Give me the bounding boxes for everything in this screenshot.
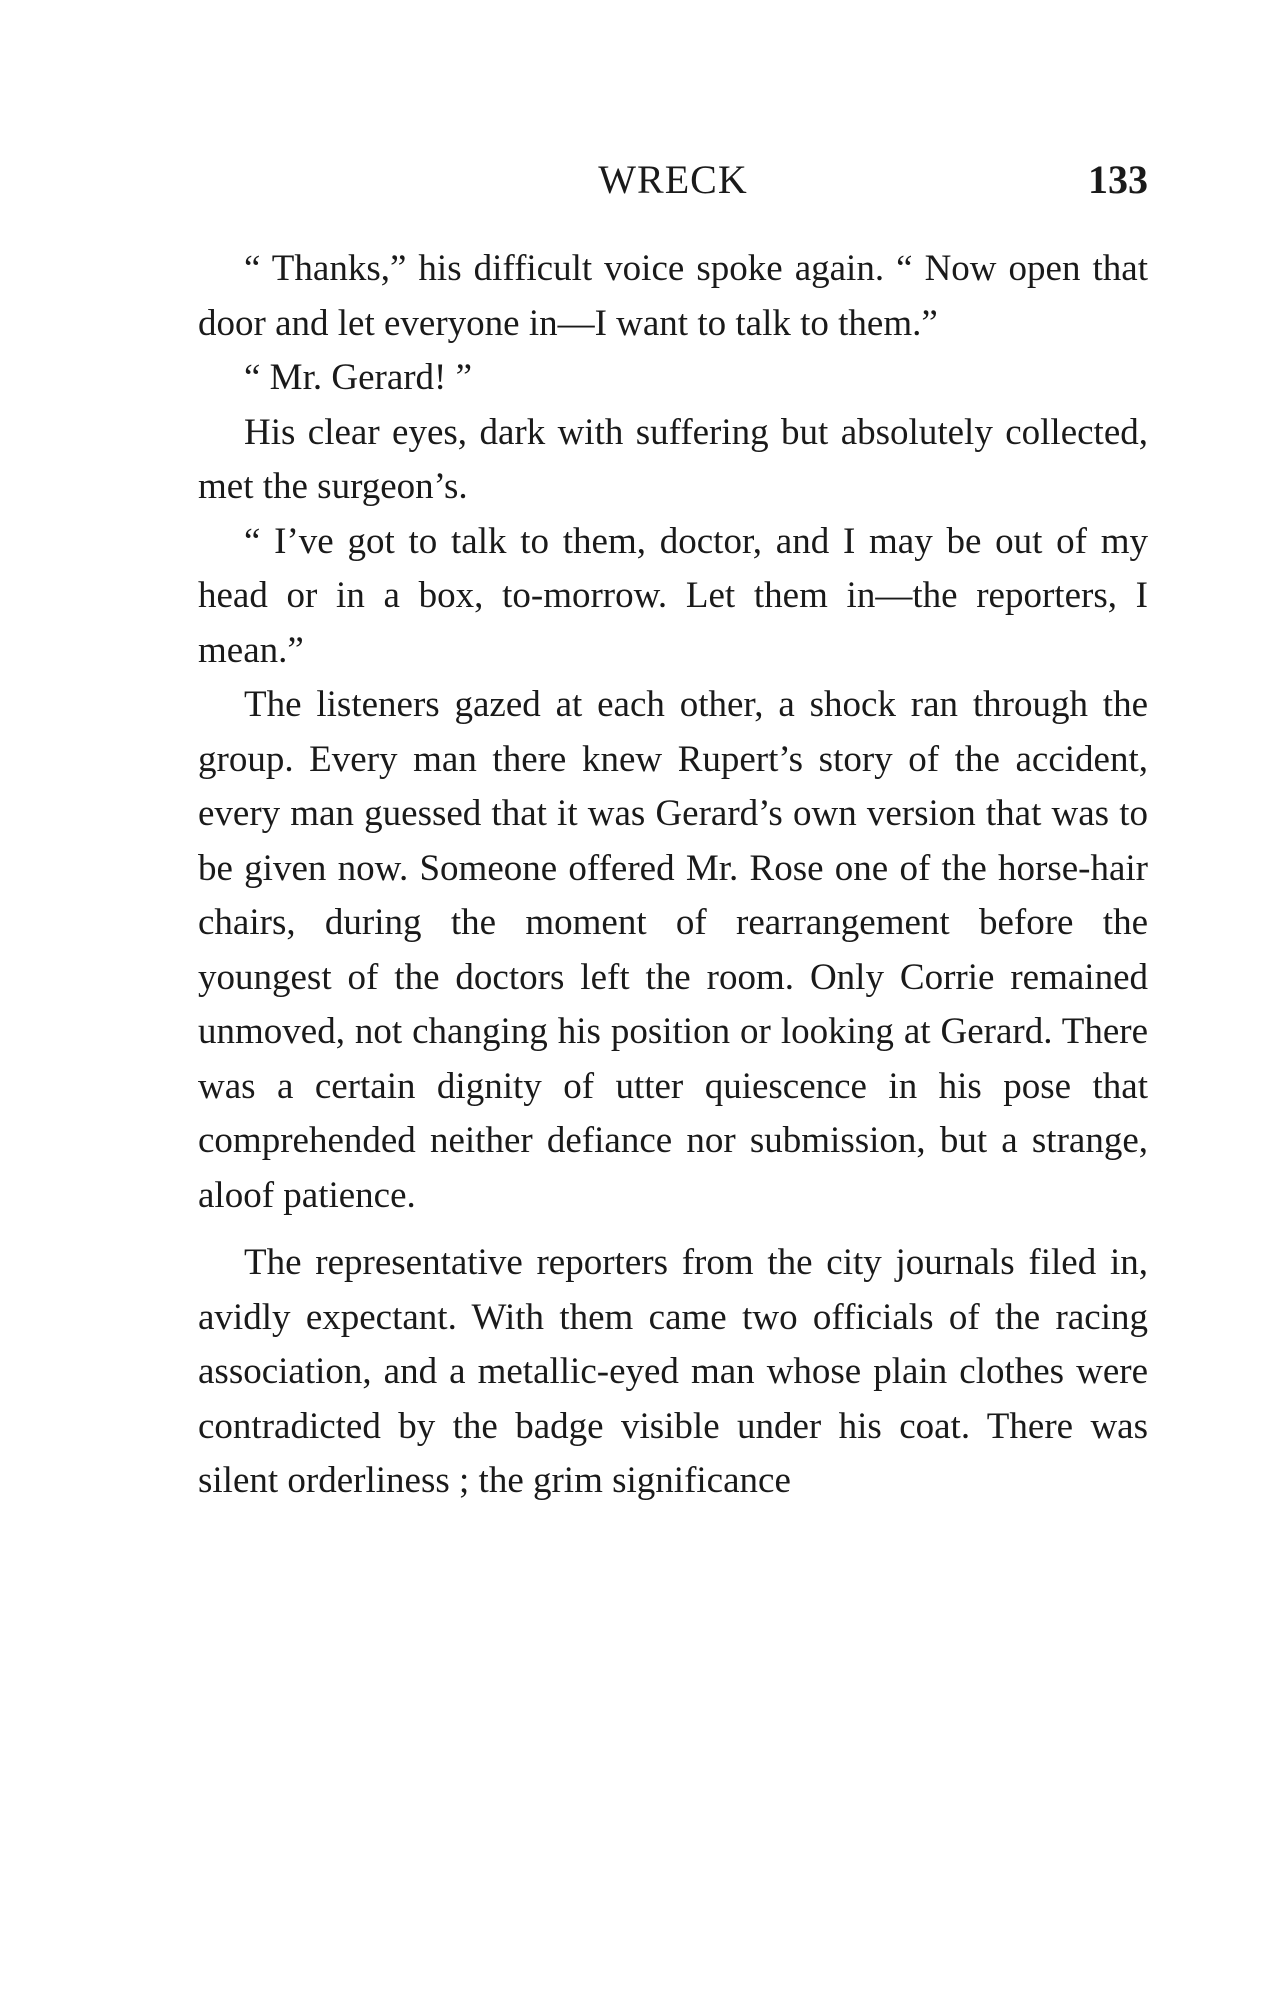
- body-text: [198, 242, 1148, 1509]
- running-head: [198, 150, 1148, 210]
- paragraph: His clear eyes, dark with suffering but absolutely collected, met the surgeon’s.: [198, 411, 1148, 507]
- paragraph: “ I’ve got to talk to them, doctor, and I may be out of my head or in a box, to-morrow. Let them in—the reporters, I mean.”: [198, 520, 1148, 671]
- page-number: 133: [1088, 157, 1148, 202]
- paragraph: The representative reporters from the city journals filed in, avidly expectant. With them came two officials of the racing association, and a metallic-eyed man whose plain clothes were contradicted by the badge visible under his coat. There was silent orderliness ; the grim significance: [198, 1242, 1148, 1501]
- paragraph: “ Mr. Gerard! ”: [244, 357, 473, 398]
- paragraph: “ Thanks,” his difficult voice spoke again. “ Now open that door and let everyone in—I want to talk to them.”: [198, 248, 1148, 344]
- paragraph: The listeners gazed at each other, a shock ran through the group. Every man there knew Rupert’s story of the accident, every man guessed that it was Gerard’s own version that was to be given now. Someone offered Mr. Rose one of the horse-hair chairs, during the moment of rearrangement before the youngest of the doctors left the room. Only Corrie remained unmoved, not changing his position or looking at Gerard. There was a certain dignity of utter quiescence in his pose that comprehended neither defiance nor submission, but a strange, aloof patience.: [198, 684, 1148, 1216]
- running-title: WRECK: [598, 157, 748, 202]
